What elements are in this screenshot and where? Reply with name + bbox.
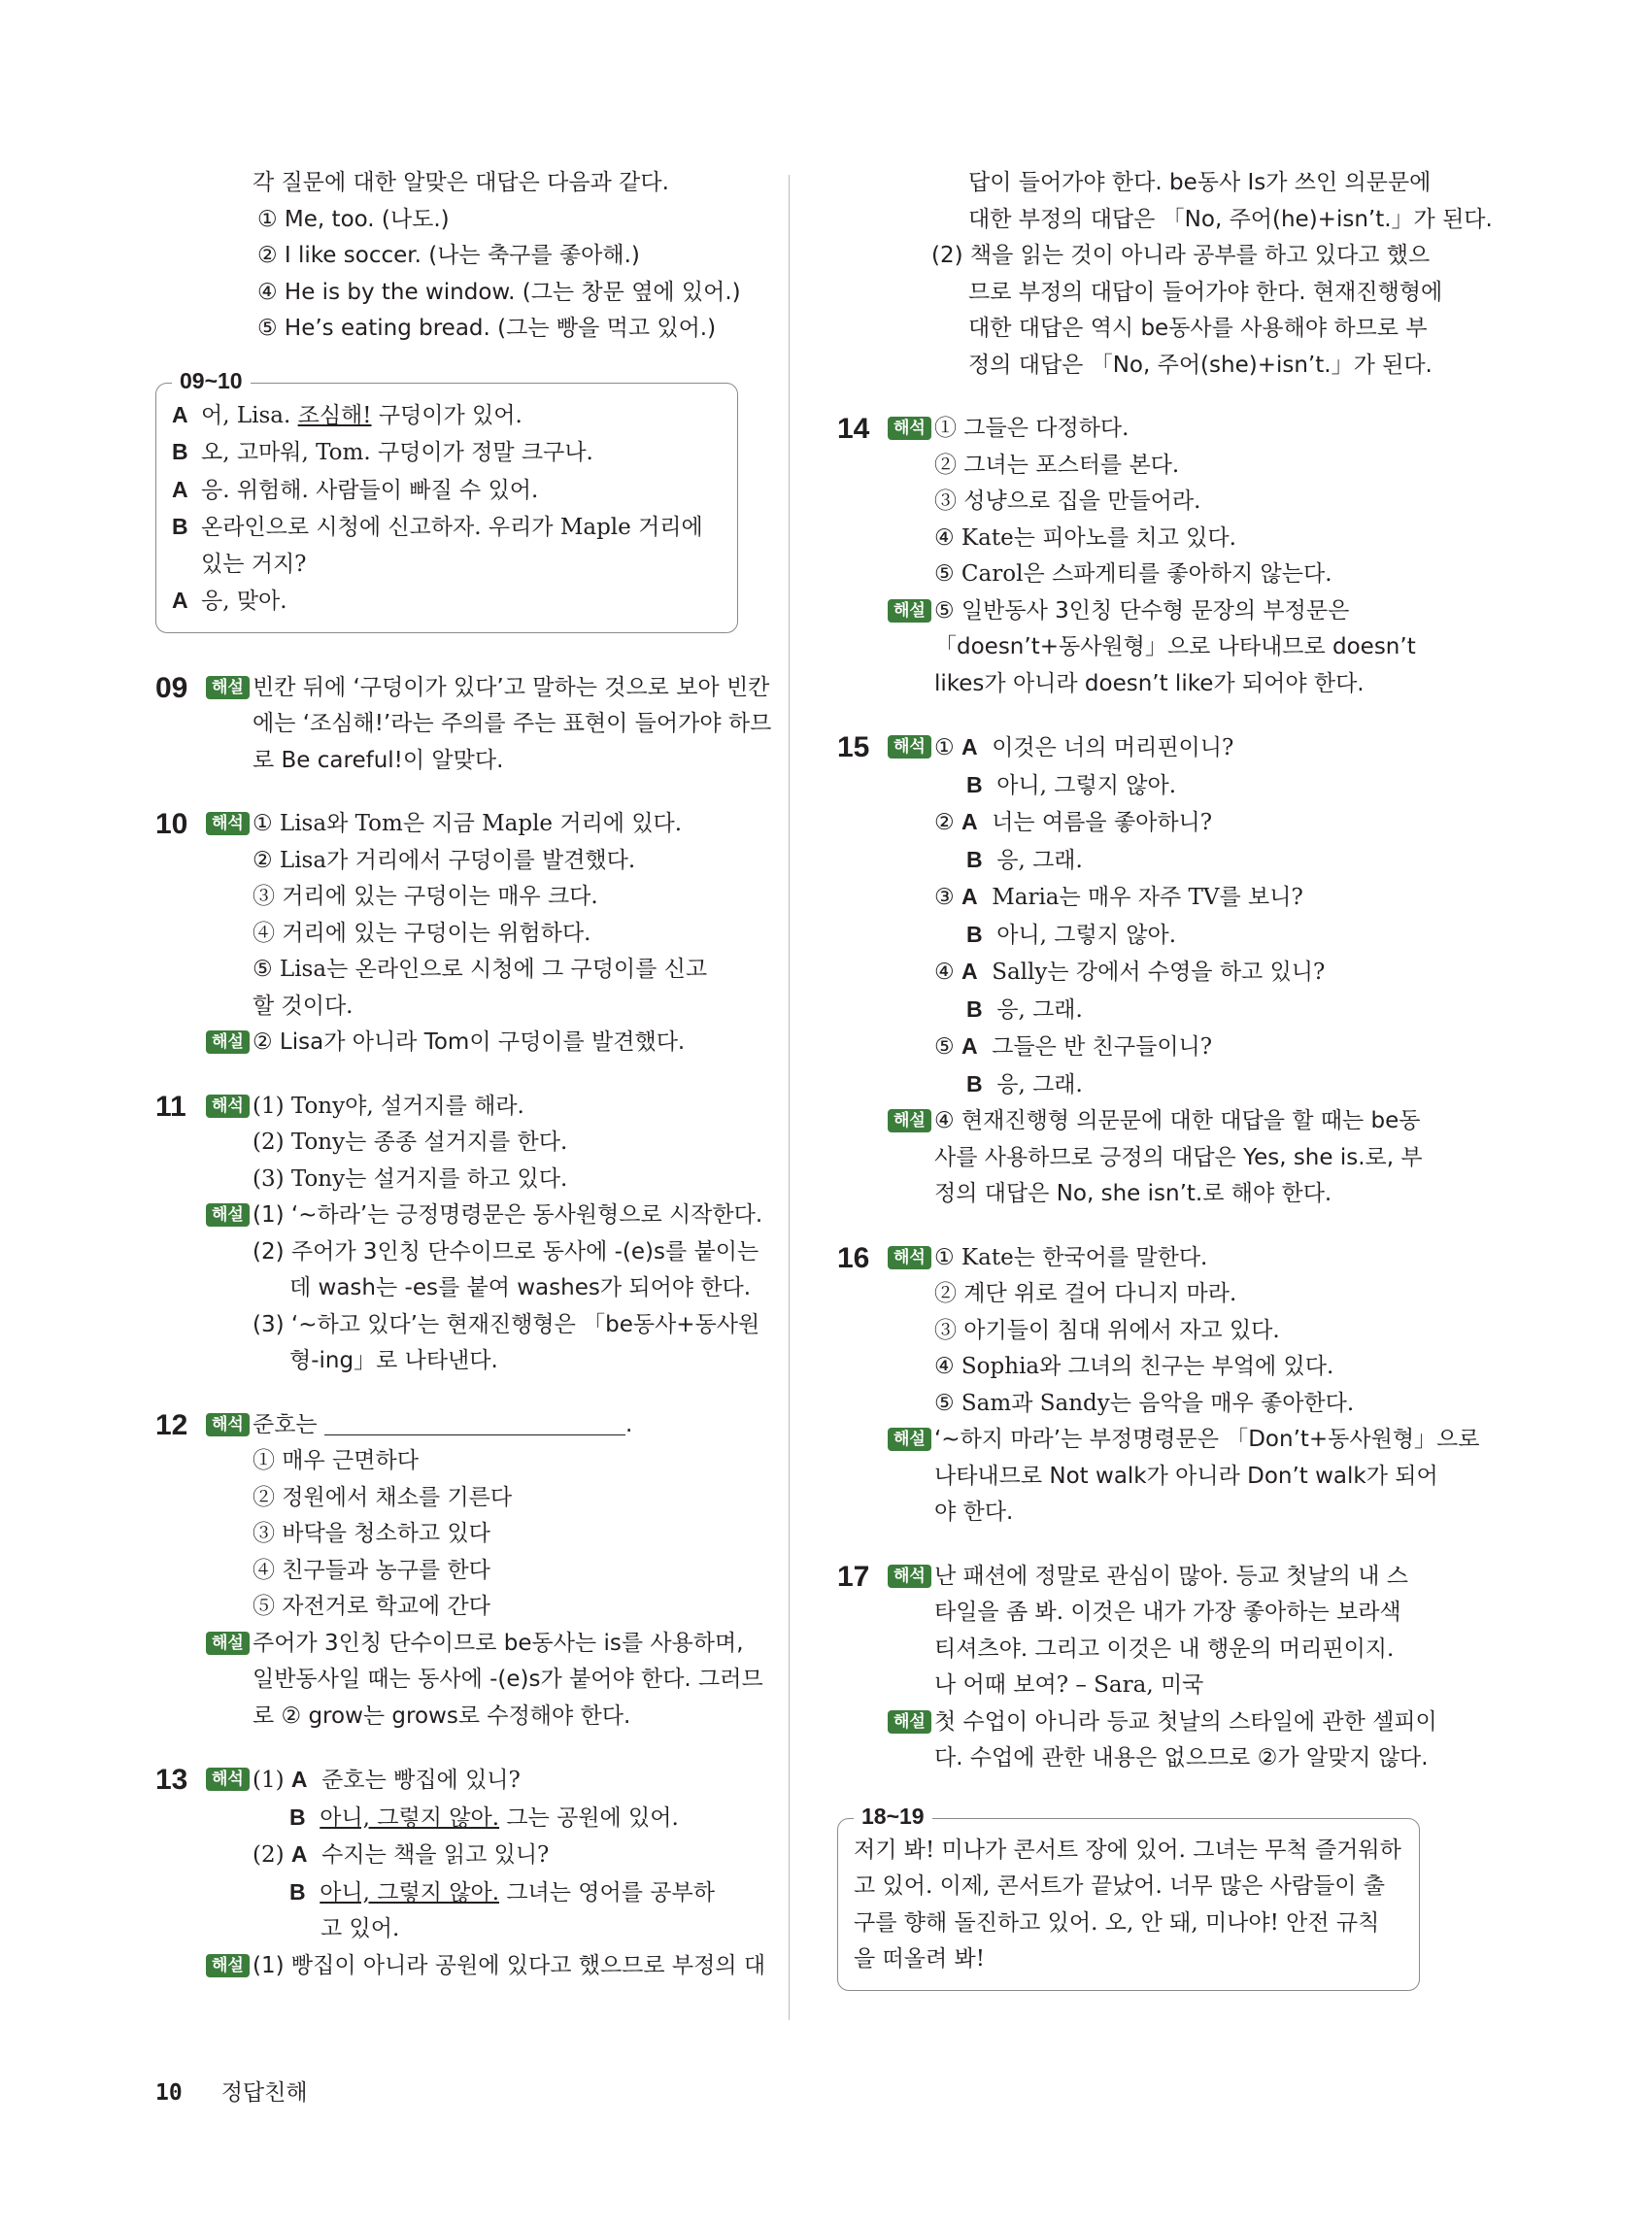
translation-line: ② 정원에서 채소를 기른다	[253, 1484, 513, 1510]
explanation-line: 답이 들어가야 한다. be동사 Is가 쓰인 의문문에	[968, 170, 1432, 195]
dialogue-line: B 아니, 그렇지 않아. 그는 공원에 있어.	[289, 1804, 679, 1831]
translation-line: (1) Tony야, 설거지를 해라.	[253, 1093, 524, 1119]
intro-item: ⑤ He’s eating bread. (그는 빵을 먹고 있어.)	[257, 316, 717, 341]
explanation-line: 로 ② grow는 grows로 수정해야 한다.	[253, 1703, 631, 1729]
explanation-line: 해설 (1) 빵집이 아니라 공원에 있다고 했으므로 부정의 대	[253, 1948, 738, 1985]
translation-line: ⑤ Lisa는 온라인으로 시청에 그 구덩이를 신고	[253, 957, 708, 982]
dialogue-line: B 아니, 그렇지 않아. 그녀는 영어를 공부하	[289, 1878, 715, 1906]
explanation-line: 해설 (1) ‘~하라’는 긍정명령문은 동사원형으로 시작한다.	[253, 1197, 738, 1234]
question-12	[155, 1407, 763, 1736]
question-number: 09	[155, 671, 188, 704]
explanation-tag: 해설	[206, 1030, 250, 1054]
translation-line: ② 계단 위로 걸어 다니지 마라.	[934, 1281, 1237, 1306]
passage-line: 을 떠올려 봐!	[854, 1946, 985, 1972]
translation-line: ④ Sophia와 그녀의 친구는 부엌에 있다.	[934, 1354, 1334, 1379]
dialogue-line: B 오, 고마워, Tom. 구덩이가 정말 크구나.	[172, 439, 593, 465]
explanation-line: 해설 첫 수업이 아니라 등교 첫날의 스타일에 관한 셀피이	[934, 1704, 1420, 1741]
dialogue-line: ④ A Sally는 강에서 수영을 하고 있니?	[934, 959, 1326, 985]
explanation-line: 해설 주어가 3인칭 단수이므로 be동사는 is를 사용하며,	[253, 1626, 738, 1663]
explanation-tag: 해설	[888, 1428, 931, 1451]
explanation-line: 로 Be careful!이 알맞다.	[253, 747, 504, 773]
box-title: 18~19	[854, 1804, 932, 1830]
dialogue-line: ⑤ A 그들은 반 친구들이니?	[934, 1033, 1213, 1060]
explanation-tag: 해설	[888, 1710, 931, 1734]
dialogue-line: A 어, Lisa. 조심해! 구덩이가 있어.	[172, 401, 523, 428]
translation-line: ① 매우 근면하다	[253, 1448, 419, 1473]
explanation-line: 빈칸 뒤에 ‘구덩이가 있다’고 말하는 것으로 보아 빈칸	[253, 674, 770, 700]
explanation-line: 야 한다.	[934, 1500, 1014, 1525]
explanation-tag: 해설	[206, 676, 250, 699]
question-number: 10	[155, 808, 188, 840]
translation-tag: 해석	[888, 1565, 931, 1588]
explanation-line: (2) 주어가 3인칭 단수이므로 동사에 -(e)s를 붙이는	[253, 1238, 759, 1265]
question-15	[837, 729, 1423, 1213]
explanation-line: 일반동사일 때는 동사에 -(e)s가 붙어야 한다. 그러므	[253, 1667, 763, 1692]
translation-line: ③ 바닥을 청소하고 있다	[253, 1521, 490, 1546]
translation-tag: 해석	[888, 1246, 931, 1269]
question-number: 11	[155, 1090, 186, 1123]
explanation-line: 해설 ④ 현재진행형 의문문에 대한 대답을 할 때는 be동	[934, 1103, 1420, 1140]
explanation-line: 데 wash는 -es를 붙여 washes가 되어야 한다.	[289, 1275, 752, 1300]
dialogue-line: 고 있어.	[320, 1916, 400, 1941]
explanation-line: 대한 대답은 역시 be동사를 사용해야 하므로 부	[968, 316, 1428, 341]
stem-line: 준호는 .	[253, 1411, 633, 1437]
question-number: 16	[837, 1241, 870, 1274]
question-number: 12	[155, 1408, 188, 1441]
left-column	[155, 165, 772, 1984]
dialogue-line: (1) A 준호는 빵집에 있니?	[253, 1767, 521, 1793]
explanation-line: 정의 대답은 No, she isn’t.로 해야 한다.	[934, 1181, 1332, 1206]
translation-line: ③ 아기들이 침대 위에서 자고 있다.	[934, 1317, 1280, 1343]
footer-label: 정답친해	[220, 2080, 308, 2106]
dialogue-line: ② A 너는 여름을 좋아하니?	[934, 809, 1213, 835]
explanation-line: 형-ing」로 나타낸다.	[289, 1348, 498, 1373]
translation-line: 티셔츠야. 그리고 이것은 내 행운의 머리핀이지.	[934, 1636, 1395, 1662]
explanation-tag: 해설	[888, 599, 931, 623]
translation-line: ① Lisa와 Tom은 지금 Maple 거리에 있다.	[253, 811, 683, 836]
dialogue-line: A 응, 맞아.	[172, 588, 287, 614]
question-16	[837, 1240, 1480, 1532]
intro-lead: 각 질문에 대한 알맞은 대답은 다음과 같다.	[253, 170, 669, 195]
dialogue-line: B 응, 그래.	[966, 995, 1083, 1023]
dialogue-line: B 아니, 그렇지 않아.	[966, 771, 1177, 798]
passage-line: 고 있어. 이제, 콘서트가 끝났어. 너무 많은 사람들이 출	[854, 1873, 1385, 1899]
question-number: 17	[837, 1560, 870, 1593]
translation-line: (3) Tony는 설거지를 하고 있다.	[253, 1165, 568, 1192]
question-13	[155, 1762, 766, 1984]
explanation-line: 해설 ‘~하지 마라’는 부정명령문은 「Don’t+동사원형」으로	[934, 1422, 1420, 1459]
translation-line: ③ 거리에 있는 구덩이는 매우 크다.	[253, 884, 598, 909]
column-divider	[789, 175, 790, 2020]
passage-line: 구를 향해 돌진하고 있어. 오, 안 돼, 미나야! 안전 규칙	[854, 1909, 1380, 1936]
translation-line: ④ Kate는 피아노를 치고 있다.	[934, 524, 1236, 551]
page-footer	[155, 2074, 308, 2107]
translation-line: 타일을 좀 봐. 이것은 내가 가장 좋아하는 보라색	[934, 1600, 1401, 1625]
answer-blank	[324, 1411, 625, 1435]
intro-item: ② I like soccer. (나는 축구를 좋아해.)	[257, 243, 640, 268]
explanation-line: 나타내므로 Not walk가 아니라 Don’t walk가 되어	[934, 1463, 1438, 1489]
explanation-tag: 해설	[206, 1632, 250, 1655]
translation-line: ⑤ 자전거로 학교에 간다	[253, 1594, 490, 1619]
translation-tag: 해석	[888, 735, 931, 759]
translation-line: 나 어때 보여? – Sara, 미국	[934, 1672, 1204, 1698]
translation-line: ④ 친구들과 농구를 한다	[253, 1557, 490, 1583]
explanation-line: 해설 ② Lisa가 아니라 Tom이 구덩이를 발견했다.	[253, 1025, 738, 1062]
explanation-line: likes가 아니라 doesn’t like가 되어야 한다.	[934, 670, 1365, 696]
intro-item: ④ He is by the window. (그는 창문 옆에 있어.)	[257, 279, 741, 305]
translation-line: ④ 거리에 있는 구덩이는 위험하다.	[253, 920, 591, 946]
translation-tag: 해석	[206, 812, 250, 835]
intro-block	[155, 165, 741, 348]
translation-tag: 해석	[206, 1768, 250, 1791]
dialogue-line: ① A 이것은 너의 머리핀이니?	[934, 734, 1234, 760]
question-14	[837, 411, 1420, 702]
explanation-line: 사를 사용하므로 긍정의 대답은 Yes, she is.로, 부	[934, 1144, 1423, 1170]
explanation-line: 에는 ‘조심해!’라는 주의를 주는 표현이 들어가야 하므	[253, 711, 772, 736]
explanation-tag: 해설	[206, 1954, 250, 1977]
translation-line: 난 패션에 정말로 관심이 많아. 등교 첫날의 내 스	[934, 1563, 1408, 1589]
dialogue-line: B 아니, 그렇지 않아.	[966, 921, 1177, 948]
explanation-line: 대한 부정의 대답은 「No, 주어(he)+isn’t.」가 된다.	[968, 206, 1493, 232]
explanation-line: (3) ‘~하고 있다’는 현재진행형은 「be동사+동사원	[253, 1311, 760, 1337]
translation-line: 할 것이다.	[253, 993, 354, 1019]
right-column	[837, 165, 1493, 1991]
question-number: 13	[155, 1764, 188, 1796]
translation-line: (2) Tony는 종종 설거지를 한다.	[253, 1130, 568, 1155]
intro-item: ① Me, too. (나도.)	[257, 206, 450, 232]
dialogue-line: B 온라인으로 시청에 신고하자. 우리가 Maple 거리에	[172, 514, 703, 540]
box-title: 09~10	[172, 368, 251, 394]
dialogue-line: A 응. 위험해. 사람들이 빠질 수 있어.	[172, 476, 539, 503]
dialogue-line: 있는 거지?	[201, 551, 307, 577]
q13-continued	[837, 165, 1493, 384]
explanation-line: 정의 대답은 「No, 주어(she)+isn’t.」가 된다.	[968, 352, 1433, 378]
translation-line: ① Kate는 한국어를 말한다.	[934, 1244, 1208, 1270]
question-11	[155, 1089, 763, 1380]
translation-line: ② Lisa가 거리에서 구덩이를 발견했다.	[253, 847, 636, 873]
dialogue-box-09-10	[155, 367, 738, 633]
translation-line: ③ 성냥으로 집을 만들어라.	[934, 489, 1201, 514]
dialogue-line: B 응, 그래.	[966, 846, 1083, 873]
translation-line: ② 그녀는 포스터를 본다.	[934, 452, 1180, 478]
dialogue-line: B 응, 그래.	[966, 1070, 1083, 1097]
passage-line: 저기 봐! 미나가 콘서트 장에 있어. 그녀는 무척 즐거워하	[854, 1837, 1401, 1863]
question-17	[837, 1559, 1437, 1777]
translation-tag: 해석	[888, 417, 931, 440]
explanation-tag: 해설	[206, 1203, 250, 1227]
question-number: 14	[837, 413, 870, 445]
translation-tag: 해석	[206, 1413, 250, 1436]
page-number: 10	[155, 2080, 183, 2106]
translation-line: ⑤ Sam과 Sandy는 음악을 매우 좋아한다.	[934, 1390, 1355, 1416]
explanation-line: (2) 책을 읽는 것이 아니라 공부를 하고 있다고 했으	[931, 243, 1431, 268]
translation-line: ① 그들은 다정하다.	[934, 416, 1129, 441]
explanation-line: 해설 ⑤ 일반동사 3인칭 단수형 문장의 부정문은	[934, 593, 1420, 630]
passage-box-18-19	[837, 1803, 1420, 1991]
question-09	[155, 670, 772, 780]
explanation-line: 므로 부정의 대답이 들어가야 한다. 현재진행형에	[968, 279, 1443, 305]
question-number: 15	[837, 731, 870, 763]
dialogue-line: ③ A Maria는 매우 자주 TV를 보니?	[934, 884, 1303, 910]
explanation-tag: 해설	[888, 1109, 931, 1132]
question-10	[155, 806, 738, 1062]
explanation-line: 「doesn’t+동사원형」으로 나타내므로 doesn’t	[934, 634, 1416, 659]
translation-line: ⑤ Carol은 스파게티를 좋아하지 않는다.	[934, 561, 1332, 587]
translation-tag: 해석	[206, 1095, 250, 1118]
dialogue-line: (2) A 수지는 책을 읽고 있니?	[253, 1841, 550, 1868]
explanation-line: 다. 수업에 관한 내용은 없으므로 ②가 알맞지 않다.	[934, 1745, 1429, 1771]
